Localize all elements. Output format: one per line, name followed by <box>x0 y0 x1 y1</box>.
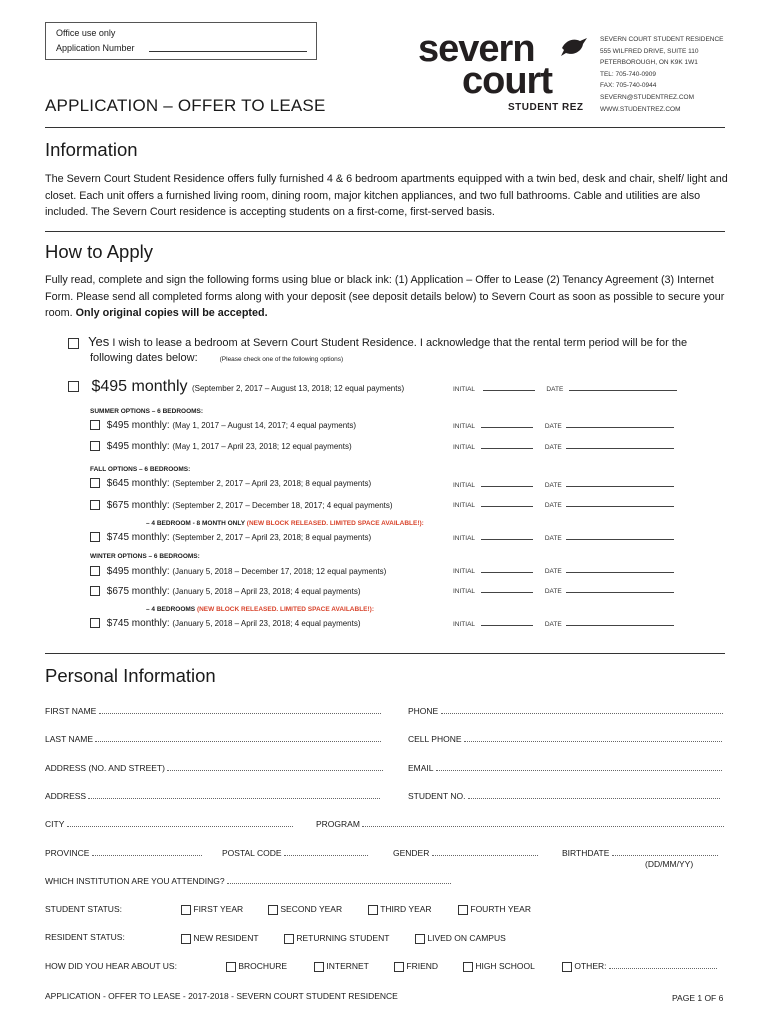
address-street-field[interactable] <box>167 770 383 771</box>
yes-label: Yes <box>88 334 110 349</box>
date-field[interactable] <box>566 427 674 428</box>
third-year-option <box>368 904 432 915</box>
province-label: PROVINCE <box>45 848 90 858</box>
initial-label: INITIAL <box>453 444 476 451</box>
logo-word-student-rez: STUDENT REZ <box>508 102 584 113</box>
option-price: $675 monthly: <box>106 500 170 511</box>
date-label: DATE <box>544 482 562 489</box>
date-field[interactable] <box>569 390 677 391</box>
yes-row <box>68 334 687 349</box>
date-label: DATE <box>544 588 562 595</box>
initial-date-row <box>453 444 674 451</box>
office-use-label: Office use only <box>56 28 116 38</box>
last-name-label: LAST NAME <box>45 734 94 744</box>
first-year-option <box>181 904 243 915</box>
other-field[interactable] <box>609 968 717 969</box>
gender-label: GENDER <box>393 848 430 858</box>
date-label: DATE <box>546 386 564 393</box>
severn-court-logo <box>418 28 588 114</box>
option-label: OTHER: <box>574 961 607 971</box>
first-year-checkbox[interactable] <box>181 905 191 915</box>
option-checkbox[interactable] <box>90 618 100 628</box>
option-detail: (September 2, 2017 – April 23, 2018; 8 equal payments) <box>172 479 372 488</box>
how-to-apply-heading: How to Apply <box>45 241 153 262</box>
option-price: $745 monthly: <box>106 532 170 543</box>
cell-phone-label: CELL PHONE <box>408 734 462 744</box>
second-year-checkbox[interactable] <box>268 905 278 915</box>
contact-block <box>600 34 724 115</box>
initial-field[interactable] <box>481 427 533 428</box>
bird-icon <box>560 36 588 58</box>
option-checkbox[interactable] <box>90 532 100 542</box>
initial-field[interactable] <box>481 448 533 449</box>
option-checkbox[interactable] <box>90 586 100 596</box>
contact-line: SEVERN COURT STUDENT RESIDENCE <box>600 36 724 43</box>
option-checkbox[interactable] <box>90 566 100 576</box>
returning-student-option <box>284 933 389 944</box>
initial-label: INITIAL <box>453 588 476 595</box>
date-label: DATE <box>544 568 562 575</box>
yes-instruction: (Please check one of the following options) <box>219 356 344 363</box>
footer-text: APPLICATION - OFFER TO LEASE - 2017-2018 - SEVERN COURT STUDENT RESIDENCE <box>45 991 398 1001</box>
office-use-box <box>45 22 317 60</box>
postal-code-row <box>222 848 368 858</box>
initial-date-row <box>453 423 674 430</box>
resident-status-label: RESIDENT STATUS: <box>45 932 125 942</box>
option-price: $495 monthly <box>91 378 188 395</box>
information-text: The Severn Court Student Residence offers fully furnished 4 & 6 bedroom apartments equipped with a twin bed, desk and chair, shelf/ light and closet. Each unit offers a furnished living room, dining room, major kitchen appliances, and two full bathrooms. Cable and utilities are also included. The Severn Court residence is accepting students on a first-come, first-served basis. <box>45 173 728 219</box>
address-label: ADDRESS <box>45 791 87 801</box>
option-row <box>90 478 371 489</box>
high-school-option <box>463 961 535 972</box>
note-text: – 4 BEDROOMS <box>146 606 196 613</box>
option-detail: (January 5, 2018 – April 23, 2018; 4 equal payments) <box>172 619 361 628</box>
date-field[interactable] <box>566 486 674 487</box>
address-street-label: ADDRESS (NO. AND STREET) <box>45 763 165 773</box>
limited-space-alert: (NEW BLOCK RELEASED. LIMITED SPACE AVAILABLE!): <box>246 520 424 527</box>
birthdate-label: BIRTHDATE <box>562 848 610 858</box>
last-name-row <box>45 734 381 744</box>
second-year-option <box>268 904 342 915</box>
information-heading: Information <box>45 139 138 160</box>
cell-phone-row <box>408 734 722 744</box>
institution-row <box>45 876 451 886</box>
phone-label: PHONE <box>408 706 439 716</box>
option-price: $495 monthly: <box>106 566 170 577</box>
initial-label: INITIAL <box>453 535 476 542</box>
option-label: HIGH SCHOOL <box>475 961 535 971</box>
initial-field[interactable] <box>481 506 533 507</box>
option-row <box>90 420 356 431</box>
birthdate-format-hint: (DD/MM/YY) <box>645 859 694 869</box>
initial-date-row <box>453 621 674 628</box>
city-field[interactable] <box>67 826 293 827</box>
postal-code-field[interactable] <box>284 855 368 856</box>
initial-label: INITIAL <box>453 386 475 393</box>
email-field[interactable] <box>436 770 722 771</box>
last-name-field[interactable] <box>95 741 381 742</box>
other-checkbox[interactable] <box>562 962 572 972</box>
address-field[interactable] <box>88 798 380 799</box>
option-detail: (January 5, 2018 – December 17, 2018; 12 equal payments) <box>172 567 387 576</box>
how-to-apply-body: Fully read, complete and sign the following forms using blue or black ink: (1) Application – Offer to Lease (2) Tenancy Agreement (3) Internet Form. Please send all completed forms along with your deposit (see deposit details below) to Severn Court as soon as possible to secure your room. <box>45 274 725 320</box>
winter-4-bedroom-note <box>146 606 374 613</box>
internet-option <box>314 961 369 972</box>
initial-label: INITIAL <box>453 482 476 489</box>
option-checkbox[interactable] <box>90 500 100 510</box>
option-row <box>90 441 352 452</box>
new-resident-option <box>181 933 259 944</box>
logo-word-court: court <box>462 60 552 102</box>
cell-phone-field[interactable] <box>464 741 722 742</box>
option-label: LIVED ON CAMPUS <box>427 933 506 943</box>
returning-student-checkbox[interactable] <box>284 934 294 944</box>
option-detail: (September 2, 2017 – August 13, 2018; 12 equal payments) <box>191 384 405 393</box>
option-label: INTERNET <box>326 961 369 971</box>
province-row <box>45 848 202 858</box>
option-row <box>90 566 386 577</box>
other-option <box>562 961 717 972</box>
date-label: DATE <box>544 535 562 542</box>
lived-on-campus-option <box>415 933 506 944</box>
option-label: BROCHURE <box>238 961 288 971</box>
date-label: DATE <box>544 444 562 451</box>
divider <box>45 231 725 232</box>
program-label: PROGRAM <box>316 819 360 829</box>
initial-label: INITIAL <box>453 502 476 509</box>
winter-options-heading: WINTER OPTIONS – 6 BEDROOMS: <box>90 553 200 560</box>
student-no-label: STUDENT NO. <box>408 791 466 801</box>
initial-field[interactable] <box>481 572 533 573</box>
option-detail: (May 1, 2017 – April 23, 2018; 12 equal payments) <box>172 442 352 451</box>
initial-label: INITIAL <box>453 423 476 430</box>
contact-line: TEL: 705-740-0909 <box>600 70 657 78</box>
application-number-label: Application Number <box>56 43 135 53</box>
birthdate-row <box>562 848 718 858</box>
brochure-checkbox[interactable] <box>226 962 236 972</box>
limited-space-alert: (NEW BLOCK RELEASED. LIMITED SPACE AVAILABLE!): <box>196 606 374 613</box>
address-row <box>45 791 380 801</box>
first-name-label: FIRST NAME <box>45 706 97 716</box>
contact-line: FAX: 705-740-0944 <box>600 82 657 90</box>
yes-row-2 <box>90 352 343 364</box>
initial-field[interactable] <box>481 486 533 487</box>
internet-checkbox[interactable] <box>314 962 324 972</box>
divider <box>45 653 725 654</box>
note-text: – 4 BEDROOM - 8 MONTH ONLY <box>146 520 245 527</box>
option-row <box>90 618 361 629</box>
city-label: CITY <box>45 819 65 829</box>
friend-option <box>394 961 438 972</box>
email-label: EMAIL <box>408 763 434 773</box>
postal-code-label: POSTAL CODE <box>222 848 282 858</box>
how-to-apply-text <box>45 272 735 322</box>
phone-field[interactable] <box>441 713 723 714</box>
date-field[interactable] <box>566 625 674 626</box>
option-price: $495 monthly: <box>106 441 170 452</box>
third-year-checkbox[interactable] <box>368 905 378 915</box>
option-label: THIRD YEAR <box>380 904 432 914</box>
option-price: $745 monthly: <box>106 618 170 629</box>
option-price: $645 monthly: <box>106 478 170 489</box>
yes-text: I wish to lease a bedroom at Severn Court Student Residence. I acknowledge that the rental term period will be for the <box>112 337 688 349</box>
page-number: PAGE 1 OF 6 <box>672 993 724 1003</box>
initial-date-row <box>453 386 677 393</box>
initial-date-row <box>453 535 674 542</box>
option-label: RETURNING STUDENT <box>296 933 390 943</box>
option-row <box>90 586 361 597</box>
option-detail: (May 1, 2017 – August 14, 2017; 4 equal payments) <box>172 421 357 430</box>
student-no-field[interactable] <box>468 798 720 799</box>
date-label: DATE <box>544 502 562 509</box>
initial-label: INITIAL <box>453 621 476 628</box>
student-status-label: STUDENT STATUS: <box>45 904 122 914</box>
high-school-checkbox[interactable] <box>463 962 473 972</box>
initial-date-row <box>453 568 674 575</box>
program-field[interactable] <box>362 826 724 827</box>
initial-date-row <box>453 502 674 509</box>
lived-on-campus-checkbox[interactable] <box>415 934 425 944</box>
personal-info-heading: Personal Information <box>45 665 216 686</box>
friend-checkbox[interactable] <box>394 962 404 972</box>
option-price: $495 monthly: <box>106 420 170 431</box>
brochure-option <box>226 961 287 972</box>
option-row <box>90 532 371 543</box>
city-row <box>45 819 293 829</box>
option-price: $675 monthly: <box>106 586 170 597</box>
yes-checkbox[interactable] <box>68 338 79 349</box>
option-checkbox[interactable] <box>90 441 100 451</box>
contact-website-link[interactable]: WWW.STUDENTREZ.COM <box>600 105 681 113</box>
initial-date-row <box>453 588 674 595</box>
contact-line: PETERBOROUGH, ON K9K 1W1 <box>600 59 698 67</box>
logo-word-severn: severn <box>418 28 535 70</box>
option-label: FIRST YEAR <box>193 904 244 914</box>
option-checkbox[interactable] <box>90 420 100 430</box>
student-no-row <box>408 791 720 801</box>
option-detail: (January 5, 2018 – April 23, 2018; 4 equal payments) <box>172 587 361 596</box>
heard-about-label: HOW DID YOU HEAR ABOUT US: <box>45 961 177 971</box>
main-option <box>68 378 404 396</box>
date-field[interactable] <box>566 448 674 449</box>
option-label: SECOND YEAR <box>280 904 343 914</box>
contact-email-link[interactable]: SEVERN@STUDENTREZ.COM <box>600 93 694 101</box>
option-detail: (September 2, 2017 – April 23, 2018; 8 equal payments) <box>172 533 372 542</box>
option-row <box>90 500 393 511</box>
fourth-year-option <box>458 904 531 915</box>
yes-text-2: following dates below: <box>90 352 198 364</box>
date-field[interactable] <box>566 539 674 540</box>
contact-line: 555 WILFRED DRIVE, SUITE 110 <box>600 47 699 55</box>
date-label: DATE <box>544 423 562 430</box>
initial-field[interactable] <box>483 390 535 391</box>
option-label: NEW RESIDENT <box>193 933 259 943</box>
email-row <box>408 763 722 773</box>
fourth-year-checkbox[interactable] <box>458 905 468 915</box>
date-field[interactable] <box>566 592 674 593</box>
summer-options-heading: SUMMER OPTIONS – 6 BEDROOMS: <box>90 408 204 415</box>
gender-field[interactable] <box>432 855 538 856</box>
address-street-row <box>45 763 383 773</box>
fall-options-heading: FALL OPTIONS – 6 BEDROOMS: <box>90 466 191 473</box>
date-field[interactable] <box>566 572 674 573</box>
province-field[interactable] <box>92 855 202 856</box>
option-checkbox[interactable] <box>68 381 79 392</box>
institution-label: WHICH INSTITUTION ARE YOU ATTENDING? <box>45 876 225 886</box>
new-resident-checkbox[interactable] <box>181 934 191 944</box>
date-field[interactable] <box>566 506 674 507</box>
option-detail: (September 2, 2017 – December 18, 2017; 4 equal payments) <box>172 501 393 510</box>
option-checkbox[interactable] <box>90 478 100 488</box>
option-label: FOURTH YEAR <box>470 904 531 914</box>
original-copies-note: Only original copies will be accepted. <box>75 307 268 320</box>
option-label: FRIEND <box>406 961 439 971</box>
application-number-field[interactable] <box>149 51 307 52</box>
divider <box>45 127 725 128</box>
initial-label: INITIAL <box>453 568 476 575</box>
initial-field[interactable] <box>481 625 533 626</box>
gender-row <box>393 848 538 858</box>
date-label: DATE <box>544 621 562 628</box>
initial-field[interactable] <box>481 539 533 540</box>
birthdate-field[interactable] <box>612 855 718 856</box>
institution-field[interactable] <box>227 883 451 884</box>
phone-row <box>408 706 723 716</box>
first-name-field[interactable] <box>99 713 381 714</box>
initial-field[interactable] <box>481 592 533 593</box>
fall-4-bedroom-note <box>146 520 424 527</box>
first-name-row <box>45 706 381 716</box>
initial-date-row <box>453 482 674 489</box>
page-title: APPLICATION – OFFER TO LEASE <box>45 96 326 115</box>
program-row <box>316 819 724 829</box>
